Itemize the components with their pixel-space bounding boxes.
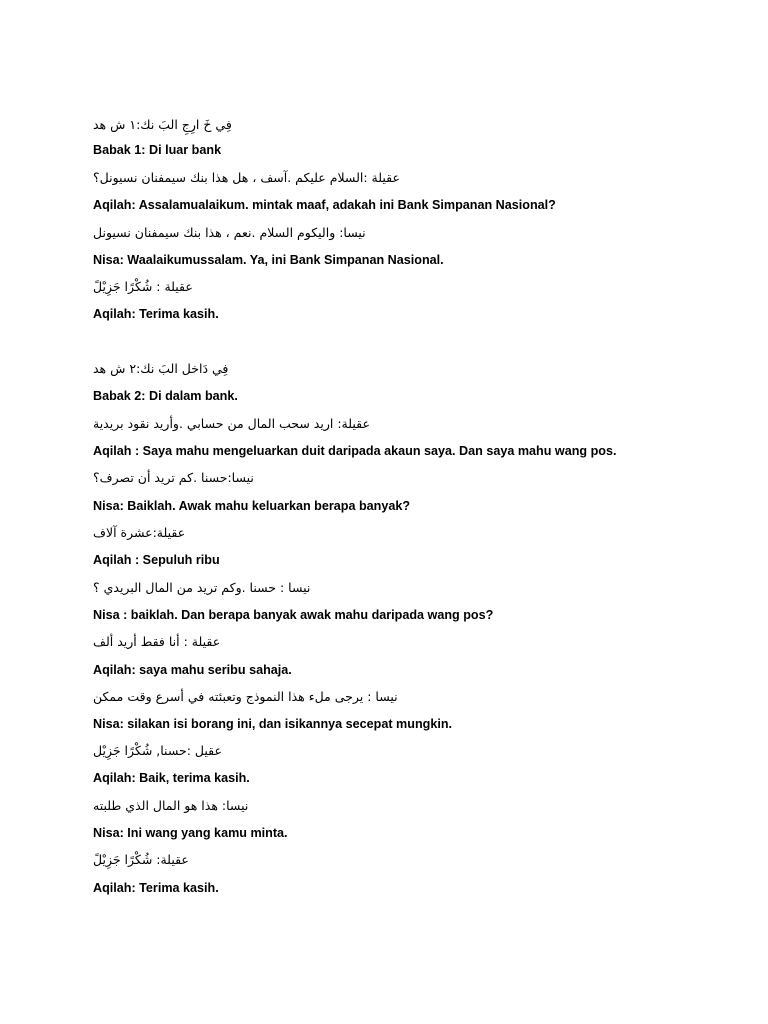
dialogue-line-arabic: نيسا: هذا هو المال الذي طلبته — [93, 798, 249, 813]
dialogue-line-arabic: نيسا: واليكوم السلام .نعم ، هذا بنك سيمفنان نسيونل — [93, 225, 366, 240]
dialogue-line: Aqilah : Saya mahu mengeluarkan duit daripada akaun saya. Dan saya mahu wang pos. — [93, 444, 617, 458]
dialogue-line: Aqilah: Terima kasih. — [93, 881, 219, 895]
dialogue-line-arabic: عقيلة :السلام عليكم .آسف ، هل هذا بنك سيمفنان نسيونل؟ — [93, 170, 400, 185]
dialogue-line: Aqilah : Sepuluh ribu — [93, 553, 220, 567]
scene-2-heading: Babak 2: Di dalam bank. — [93, 389, 238, 403]
dialogue-line: Aqilah: Terima kasih. — [93, 307, 219, 321]
dialogue-line: Aqilah: saya mahu seribu sahaja. — [93, 663, 292, 677]
dialogue-line: Nisa: Waalaikumussalam. Ya, ini Bank Simpanan Nasional. — [93, 253, 444, 267]
dialogue-line: Nisa : baiklah. Dan berapa banyak awak mahu daripada wang pos? — [93, 608, 494, 622]
dialogue-line-arabic: عقيلة: اريد سحب المال من حسابي .وأريد نقود بريدية — [93, 416, 370, 431]
dialogue-line-arabic: نيسا : حسنا .وكم تريد من المال البريدي ؟ — [93, 580, 311, 595]
scene-2-heading-arabic: فِي دَاخل البَ نك:٢ ش هد — [93, 361, 229, 376]
dialogue-line: Nisa: silakan isi borang ini, dan isikannya secepat mungkin. — [93, 717, 453, 731]
scene-1-heading-arabic: فِي خَ ارِجِ البَ نك:١ ش هد — [93, 117, 232, 132]
dialogue-line: Nisa: Ini wang yang kamu minta. — [93, 826, 288, 840]
dialogue-line-arabic: عقيلة: شُكْرًا جَزِيْلً — [93, 852, 189, 867]
dialogue-line: Aqilah: Baik, terima kasih. — [93, 771, 250, 785]
dialogue-line-arabic: عقيل :حسنا, شُكْرًا جَزِيْل — [93, 743, 222, 758]
dialogue-line-arabic: عقيلة:عشرة آلاف — [93, 525, 186, 540]
dialogue-line-arabic: نيسا:حسنا .كم تريد أن تصرف؟ — [93, 470, 254, 485]
dialogue-line: Nisa: Baiklah. Awak mahu keluarkan berapa banyak? — [93, 499, 411, 513]
dialogue-line: Aqilah: Assalamualaikum. mintak maaf, adakah ini Bank Simpanan Nasional? — [93, 198, 556, 212]
dialogue-line-arabic: عقيلة : أنا فقط أريد ألف — [93, 634, 221, 649]
scene-1-heading: Babak 1: Di luar bank — [93, 143, 222, 157]
dialogue-line-arabic: نيسا : يرجى ملء هذا النموذج وتعبئته في أسرع وقت ممكن — [93, 689, 398, 704]
dialogue-line-arabic: عقيلة : شُكْرًا جَزِيْلً — [93, 279, 193, 294]
